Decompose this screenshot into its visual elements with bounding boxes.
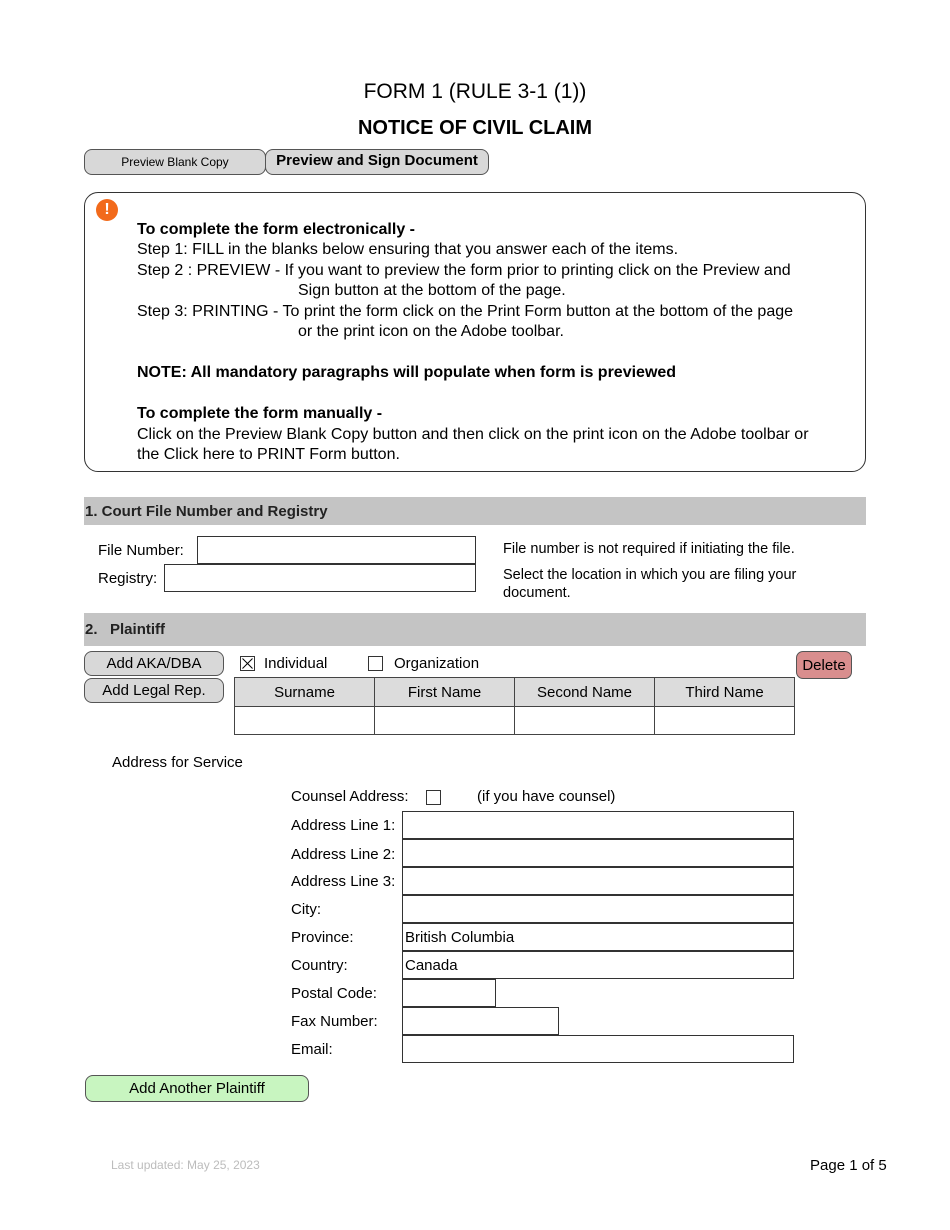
add-legal-rep-button[interactable]: Add Legal Rep. <box>84 678 224 703</box>
surname-header: Surname <box>235 678 375 707</box>
counsel-address-checkbox[interactable] <box>426 790 441 805</box>
manual-heading: To complete the form manually - <box>137 405 383 422</box>
step-3-text-cont: or the print icon on the Adobe toolbar. <box>298 323 564 340</box>
registry-select[interactable] <box>164 564 476 592</box>
second-name-input[interactable] <box>515 707 655 735</box>
file-number-label: File Number: <box>98 542 184 559</box>
last-updated-text: Last updated: May 25, 2023 <box>111 1158 260 1172</box>
address-line-2-input[interactable] <box>402 839 794 867</box>
city-label: City: <box>291 901 321 918</box>
postal-code-divider <box>495 979 496 1007</box>
step-3-text: Step 3: PRINTING - To print the form click on the Print Form button at the bottom of the page <box>137 303 794 320</box>
second-name-header: Second Name <box>515 678 655 707</box>
section-2-title: 2. Plaintiff <box>85 621 166 638</box>
section-1-header <box>84 497 866 525</box>
add-aka-dba-button[interactable]: Add AKA/DBA <box>84 651 224 676</box>
province-label: Province: <box>291 929 354 946</box>
preview-blank-copy-button[interactable]: Preview Blank Copy <box>84 149 266 175</box>
first-name-input[interactable] <box>375 707 515 735</box>
third-name-input[interactable] <box>655 707 795 735</box>
postal-code-label: Postal Code: <box>291 985 377 1002</box>
step-2-text: Step 2 : PREVIEW - If you want to preview the form prior to printing click on the Preview and <box>137 262 791 279</box>
mandatory-note: NOTE: All mandatory paragraphs will populate when form is previewed <box>137 364 677 381</box>
country-label: Country: <box>291 957 348 974</box>
file-number-input[interactable] <box>197 536 476 564</box>
step-2-text-cont: Sign button at the bottom of the page. <box>298 282 566 299</box>
address-line-3-label: Address Line 3: <box>291 873 396 890</box>
step-1-text: Step 1: FILL in the blanks below ensuring that you answer each of the items. <box>137 241 679 258</box>
address-line-2-label: Address Line 2: <box>291 846 396 863</box>
counsel-address-label: Counsel Address: <box>291 788 409 805</box>
section-1-title: 1. Court File Number and Registry <box>85 502 328 520</box>
add-another-plaintiff-button[interactable]: Add Another Plaintiff <box>85 1075 309 1102</box>
electronic-heading: To complete the form electronically - <box>137 221 415 238</box>
preview-and-sign-button[interactable]: Preview and Sign Document <box>265 149 489 175</box>
manual-text-cont: the Click here to PRINT Form button. <box>137 446 400 463</box>
section-2-header <box>84 613 866 646</box>
form-title: FORM 1 (RULE 3-1 (1)) <box>363 80 587 103</box>
individual-checkbox[interactable] <box>240 656 255 671</box>
city-input[interactable] <box>402 895 794 923</box>
exclamation-icon: ! <box>96 199 118 221</box>
registry-label: Registry: <box>98 570 158 587</box>
country-select[interactable]: Canada <box>402 951 794 979</box>
organization-checkbox[interactable] <box>368 656 383 671</box>
address-line-1-input[interactable] <box>402 811 794 839</box>
address-line-1-label: Address Line 1: <box>291 817 396 834</box>
fax-number-input[interactable] <box>402 1007 559 1035</box>
file-number-help: File number is not required if initiating the file. <box>503 541 795 557</box>
email-label: Email: <box>291 1041 333 1058</box>
individual-label: Individual <box>264 655 328 672</box>
address-line-3-input[interactable] <box>402 867 794 895</box>
registry-help-cont: document. <box>503 585 571 601</box>
email-input[interactable] <box>402 1035 794 1063</box>
plaintiff-name-table <box>234 677 795 735</box>
province-select[interactable]: British Columbia <box>402 923 794 951</box>
surname-input[interactable] <box>235 707 375 735</box>
third-name-header: Third Name <box>655 678 795 707</box>
address-for-service-label: Address for Service <box>112 754 243 771</box>
manual-text: Click on the Preview Blank Copy button and then click on the print icon on the Adobe toolbar or <box>137 426 809 443</box>
delete-plaintiff-button[interactable]: Delete <box>796 651 852 679</box>
organization-label: Organization <box>394 655 480 672</box>
postal-code-input[interactable] <box>402 979 496 1007</box>
registry-help: Select the location in which you are filing your <box>503 567 797 583</box>
fax-number-label: Fax Number: <box>291 1013 378 1030</box>
page-indicator: Page 1 of 5 <box>810 1157 887 1174</box>
document-title: NOTICE OF CIVIL CLAIM <box>357 117 593 139</box>
checkmark-x-icon <box>241 657 254 670</box>
counsel-note: (if you have counsel) <box>477 788 616 805</box>
first-name-header: First Name <box>375 678 515 707</box>
